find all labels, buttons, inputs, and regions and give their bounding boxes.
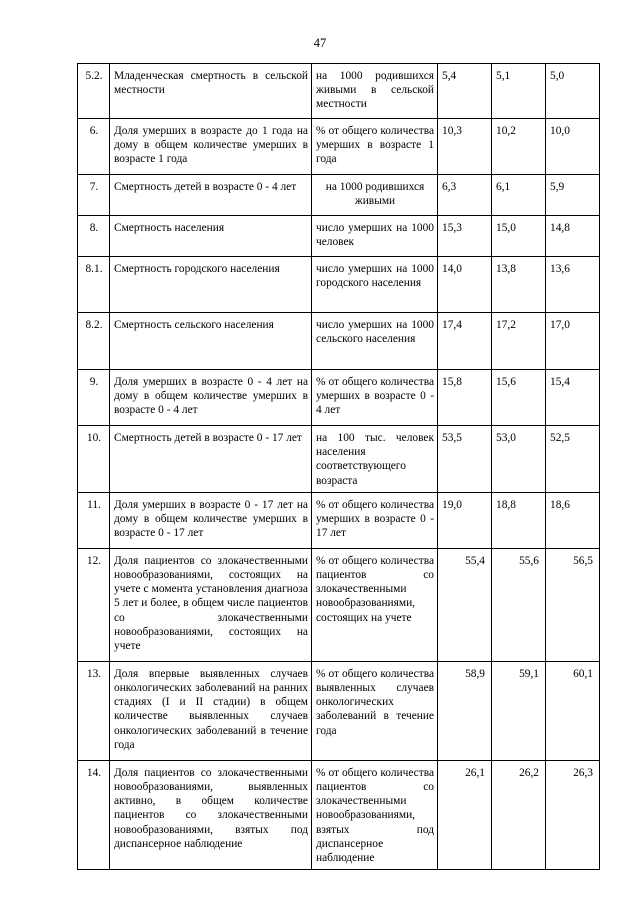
row-number: 13. <box>78 661 110 760</box>
value-3: 15,4 <box>546 370 600 426</box>
value-3: 13,6 <box>546 257 600 313</box>
value-2: 26,2 <box>492 760 546 869</box>
indicator-name: Доля пациентов со злокачественными новообразованиями, состоящих на учете с момента установления диагноза 5 лет и более, в общем числе пациентов со злокачественными новообразованиями, состоящих на учете <box>110 548 312 661</box>
value-3: 18,6 <box>546 492 600 548</box>
value-1: 53,5 <box>438 426 492 493</box>
row-number: 6. <box>78 119 110 175</box>
value-2: 18,8 <box>492 492 546 548</box>
indicator-name: Смертность сельского населения <box>110 313 312 370</box>
table-row <box>78 370 600 426</box>
value-3: 60,1 <box>546 661 600 760</box>
value-3: 5,9 <box>546 175 600 216</box>
row-number: 11. <box>78 492 110 548</box>
value-2: 15,0 <box>492 216 546 257</box>
value-3: 14,8 <box>546 216 600 257</box>
value-2: 55,6 <box>492 548 546 661</box>
value-2: 10,2 <box>492 119 546 175</box>
indicator-unit: на 100 тыс. человек населения соответствующего возраста <box>312 426 438 493</box>
indicator-unit: число умерших на 1000 сельского населения <box>312 313 438 370</box>
indicator-name: Смертность городского населения <box>110 257 312 313</box>
value-3: 10,0 <box>546 119 600 175</box>
value-2: 6,1 <box>492 175 546 216</box>
value-1: 17,4 <box>438 313 492 370</box>
value-1: 6,3 <box>438 175 492 216</box>
indicator-name: Смертность населения <box>110 216 312 257</box>
value-3: 56,5 <box>546 548 600 661</box>
table-row <box>78 661 600 760</box>
value-1: 5,4 <box>438 64 492 119</box>
value-1: 14,0 <box>438 257 492 313</box>
indicator-unit: % от общего количества пациентов со злокачественными новообразованиями, взятых под диспансерное наблюдение <box>312 760 438 869</box>
row-number: 14. <box>78 760 110 869</box>
value-2: 17,2 <box>492 313 546 370</box>
row-number: 8.1. <box>78 257 110 313</box>
indicator-name: Доля впервые выявленных случаев онкологических заболеваний на ранних стадиях (I и II стадии) в общем количестве выявленных случаев онкологических заболеваний в течение года <box>110 661 312 760</box>
row-number: 10. <box>78 426 110 493</box>
table-row <box>78 313 600 370</box>
value-2: 13,8 <box>492 257 546 313</box>
indicator-name: Смертность детей в возрасте 0 - 17 лет <box>110 426 312 493</box>
indicator-name: Младенческая смертность в сельской местности <box>110 64 312 119</box>
table-row <box>78 175 600 216</box>
table-row <box>78 64 600 119</box>
value-3: 52,5 <box>546 426 600 493</box>
value-3: 5,0 <box>546 64 600 119</box>
table-row <box>78 426 600 493</box>
indicator-unit: число умерших на 1000 городского населения <box>312 257 438 313</box>
table-row <box>78 492 600 548</box>
row-number: 8. <box>78 216 110 257</box>
indicator-name: Доля умерших в возрасте 0 - 4 лет на дому в общем количестве умерших в возрасте 0 - 4 лет <box>110 370 312 426</box>
table-row <box>78 119 600 175</box>
value-3: 17,0 <box>546 313 600 370</box>
value-1: 58,9 <box>438 661 492 760</box>
value-1: 10,3 <box>438 119 492 175</box>
indicator-unit: % от общего количества пациентов со злокачественными новообразованиями, состоящих на учете <box>312 548 438 661</box>
row-number: 8.2. <box>78 313 110 370</box>
value-1: 15,8 <box>438 370 492 426</box>
indicator-unit: число умерших на 1000 человек <box>312 216 438 257</box>
value-1: 26,1 <box>438 760 492 869</box>
indicators-table <box>77 63 600 870</box>
indicator-unit: на 1000 родившихся живыми <box>312 175 438 216</box>
indicator-name: Смертность детей в возрасте 0 - 4 лет <box>110 175 312 216</box>
value-1: 55,4 <box>438 548 492 661</box>
indicator-name: Доля умерших в возрасте до 1 года на дому в общем количестве умерших в возрасте 1 года <box>110 119 312 175</box>
table-row <box>78 257 600 313</box>
table-row <box>78 760 600 869</box>
indicator-unit: % от общего количества умерших в возрасте 0 - 17 лет <box>312 492 438 548</box>
indicator-unit: % от общего количества умерших в возрасте 0 - 4 лет <box>312 370 438 426</box>
table-row <box>78 216 600 257</box>
value-3: 26,3 <box>546 760 600 869</box>
row-number: 5.2. <box>78 64 110 119</box>
value-2: 59,1 <box>492 661 546 760</box>
indicator-name: Доля умерших в возрасте 0 - 17 лет на дому в общем количестве умерших в возрасте 0 - 17 лет <box>110 492 312 548</box>
row-number: 7. <box>78 175 110 216</box>
value-2: 5,1 <box>492 64 546 119</box>
row-number: 9. <box>78 370 110 426</box>
indicator-unit: % от общего количества умерших в возрасте 1 года <box>312 119 438 175</box>
value-2: 15,6 <box>492 370 546 426</box>
table-row <box>78 548 600 661</box>
value-2: 53,0 <box>492 426 546 493</box>
value-1: 19,0 <box>438 492 492 548</box>
page-number: 47 <box>313 36 327 50</box>
indicator-name: Доля пациентов со злокачественными новообразованиями, выявленных активно, в общем количестве пациентов со злокачественными новообразованиями, взятых под диспансерное наблюдение <box>110 760 312 869</box>
indicator-unit: % от общего количества выявленных случаев онкологических заболеваний в течение года <box>312 661 438 760</box>
row-number: 12. <box>78 548 110 661</box>
value-1: 15,3 <box>438 216 492 257</box>
indicator-unit: на 1000 родившихся живыми в сельской местности <box>312 64 438 119</box>
